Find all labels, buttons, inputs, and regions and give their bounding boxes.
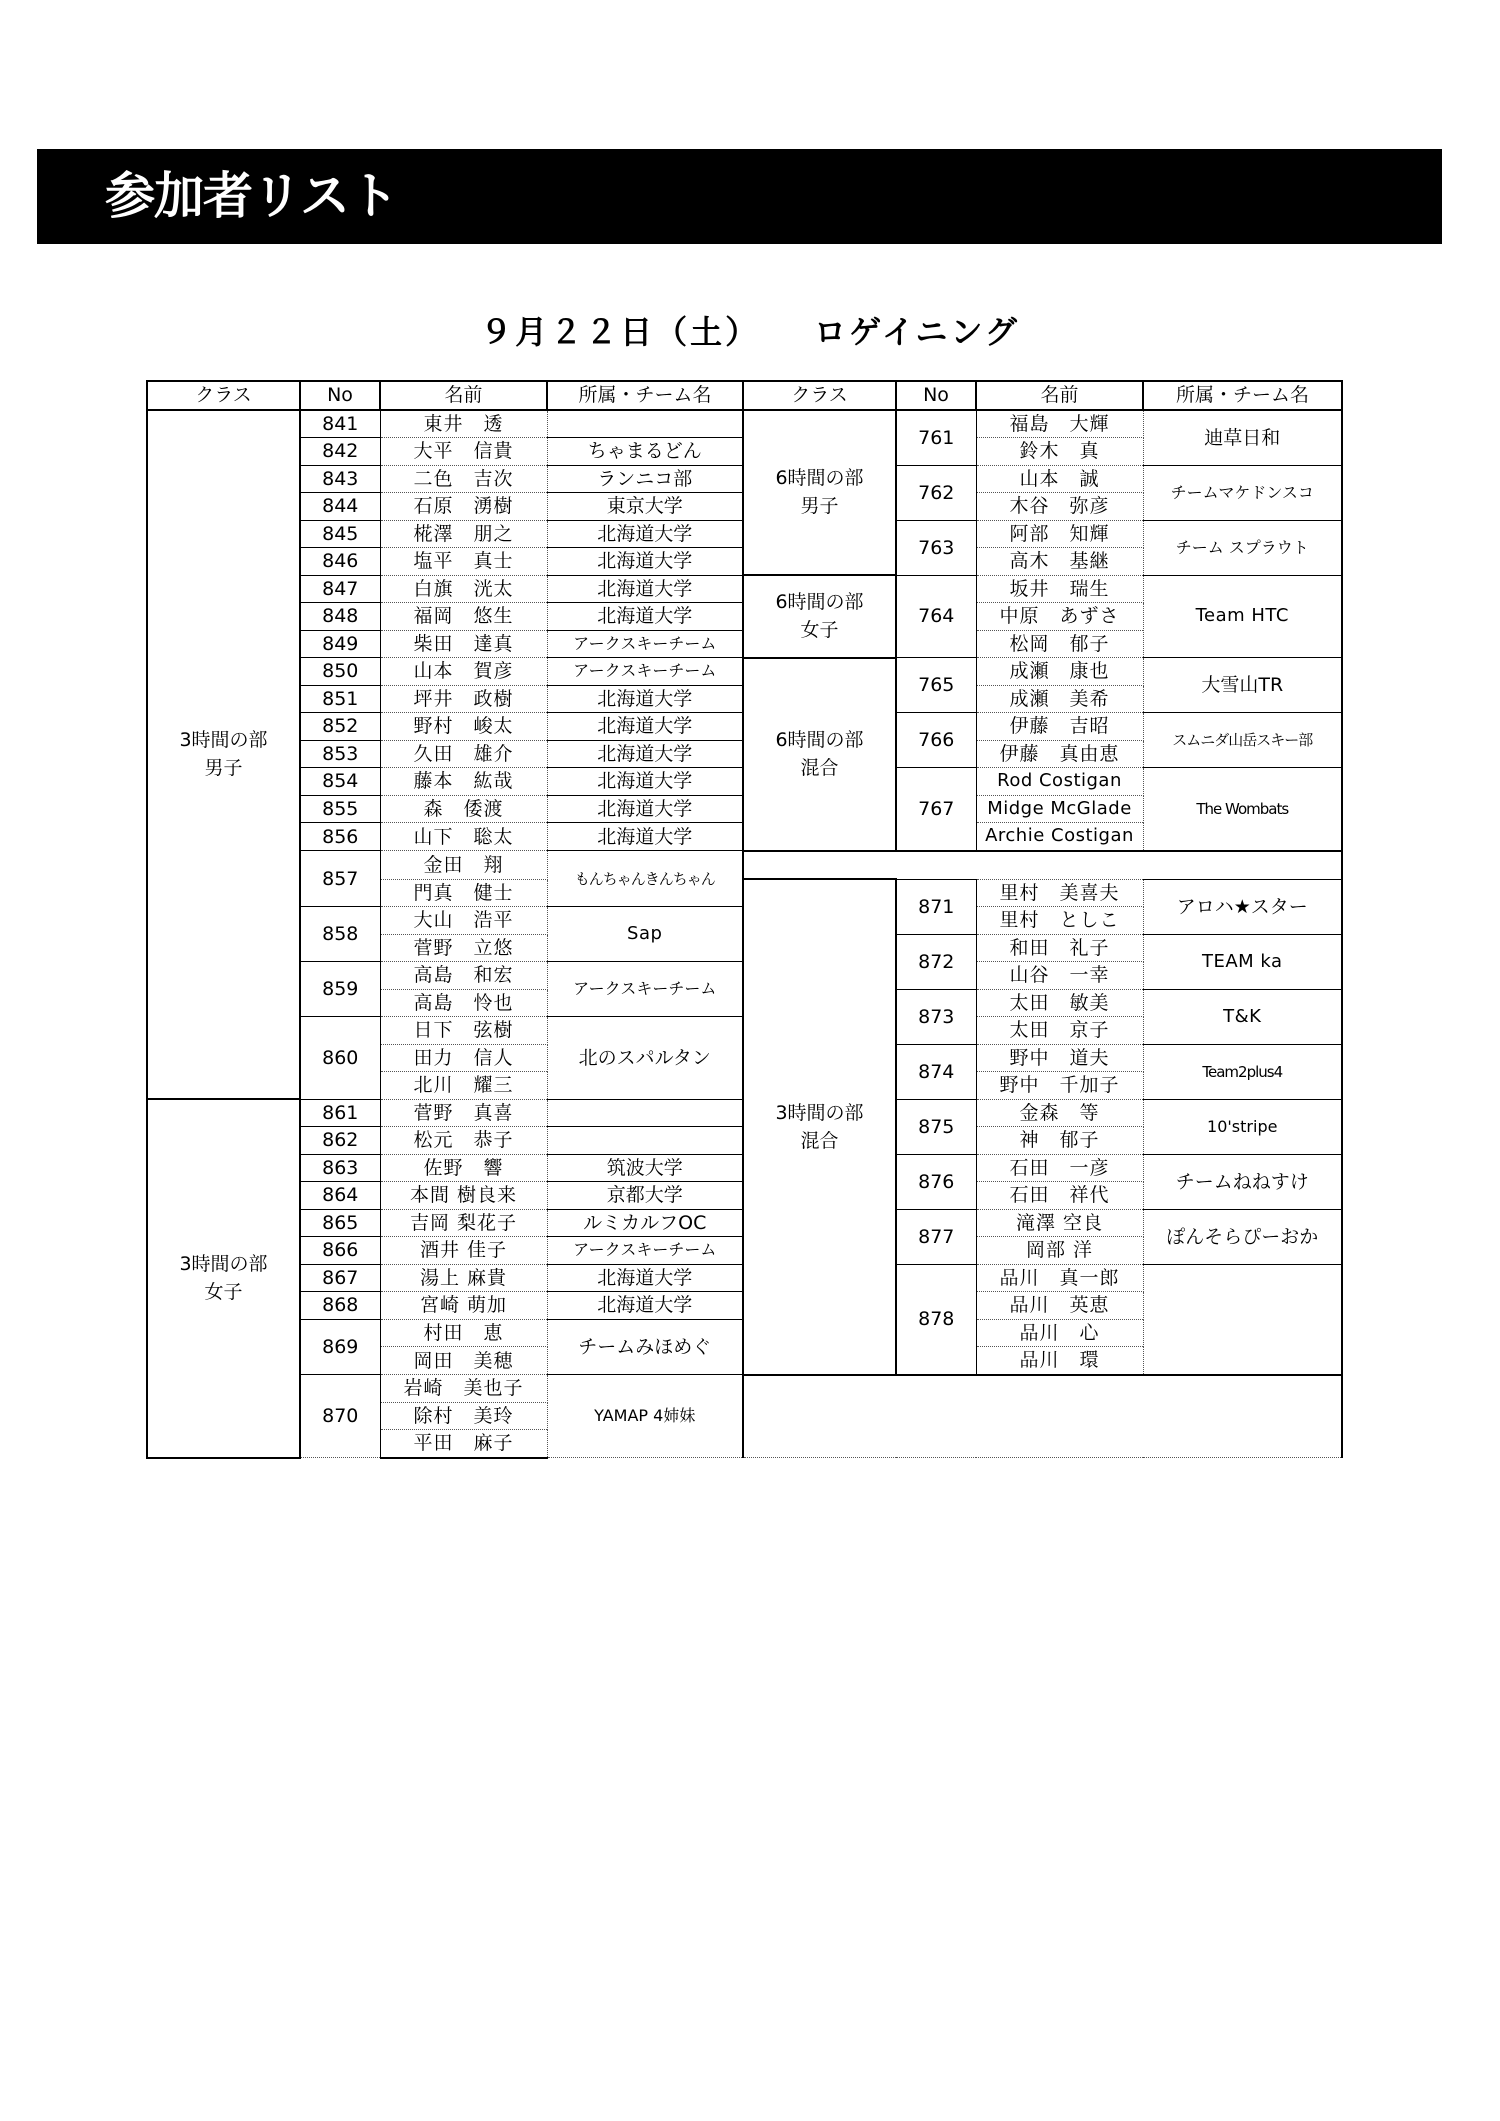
left-entry-number: 847 bbox=[300, 575, 380, 603]
class-label-6h-men: 6時間の部 男子 bbox=[743, 410, 896, 576]
left-entry-number: 845 bbox=[300, 520, 380, 548]
right-participant-name: 伊藤 真由恵 bbox=[976, 740, 1143, 768]
right-team-name: TEAM ka bbox=[1143, 934, 1342, 989]
right-entry-number: 762 bbox=[896, 465, 976, 520]
left-entry-number: 858 bbox=[300, 907, 380, 962]
left-participant-name: 大平 信貴 bbox=[380, 438, 547, 466]
right-participant-name: 品川 心 bbox=[976, 1319, 1143, 1347]
right-participant-name: 松岡 郁子 bbox=[976, 630, 1143, 658]
left-participant-name: 坪井 政樹 bbox=[380, 685, 547, 713]
left-participant-name: 村田 恵 bbox=[380, 1319, 547, 1347]
participant-table-wrap bbox=[146, 380, 1341, 1455]
table-row bbox=[147, 410, 1342, 438]
left-participant-name: 除村 美玲 bbox=[380, 1402, 547, 1430]
right-entry-number: 874 bbox=[896, 1044, 976, 1099]
right-team-name: 10'stripe bbox=[1143, 1099, 1342, 1154]
right-participant-name: 野中 道夫 bbox=[976, 1044, 1143, 1072]
right-participant-name: 福島 大輝 bbox=[976, 410, 1143, 438]
left-entry-number: 865 bbox=[300, 1209, 380, 1237]
left-participant-name: 本間 樹良来 bbox=[380, 1182, 547, 1210]
right-participant-name: 木谷 弥彦 bbox=[976, 493, 1143, 521]
left-participant-name: 岡田 美穂 bbox=[380, 1347, 547, 1375]
right-participant-name: Midge McGlade bbox=[976, 795, 1143, 823]
right-participant-name: 坂井 瑞生 bbox=[976, 575, 1143, 603]
right-participant-name: 野中 千加子 bbox=[976, 1072, 1143, 1100]
class-label-3h-men: 3時間の部 男子 bbox=[147, 410, 300, 1100]
col-header-no: No bbox=[300, 381, 380, 410]
left-team-name: 東京大学 bbox=[547, 493, 743, 521]
right-participant-name: 伊藤 吉昭 bbox=[976, 713, 1143, 741]
left-team-name bbox=[547, 1127, 743, 1155]
right-participant-name: 山谷 一幸 bbox=[976, 962, 1143, 990]
right-team-name: T&K bbox=[1143, 989, 1342, 1044]
right-participant-name: 岡部 洋 bbox=[976, 1237, 1143, 1265]
table-header-row bbox=[147, 381, 1342, 410]
left-team-name: アークスキーチーム bbox=[547, 630, 743, 658]
left-team-name: 北海道大学 bbox=[547, 685, 743, 713]
left-entry-number: 863 bbox=[300, 1154, 380, 1182]
left-participant-name: 柴田 達真 bbox=[380, 630, 547, 658]
right-entry-number: 873 bbox=[896, 989, 976, 1044]
left-team-name: 北海道大学 bbox=[547, 740, 743, 768]
left-team-name bbox=[547, 410, 743, 438]
left-entry-number: 856 bbox=[300, 823, 380, 851]
left-entry-number: 846 bbox=[300, 548, 380, 576]
left-entry-number: 868 bbox=[300, 1292, 380, 1320]
left-participant-name: 日下 弦樹 bbox=[380, 1017, 547, 1045]
left-participant-name: 野村 峻太 bbox=[380, 713, 547, 741]
left-participant-name: 菅野 立悠 bbox=[380, 934, 547, 962]
right-participant-name: 滝澤 空良 bbox=[976, 1209, 1143, 1237]
left-participant-name: 東井 透 bbox=[380, 410, 547, 438]
col-header-class: クラス bbox=[147, 381, 300, 410]
left-entry-number: 857 bbox=[300, 851, 380, 907]
right-participant-name: 金森 等 bbox=[976, 1099, 1143, 1127]
right-team-name: 大雪山TR bbox=[1143, 658, 1342, 713]
right-team-name: The Wombats bbox=[1143, 768, 1342, 851]
left-entry-number: 853 bbox=[300, 740, 380, 768]
right-team-name: チームねねすけ bbox=[1143, 1154, 1342, 1209]
left-participant-name: 大山 浩平 bbox=[380, 907, 547, 935]
table-row bbox=[147, 851, 1342, 880]
left-entry-number: 859 bbox=[300, 962, 380, 1017]
left-participant-name: 森 倭渡 bbox=[380, 795, 547, 823]
participant-table bbox=[146, 380, 1343, 1459]
left-team-name: アークスキーチーム bbox=[547, 658, 743, 686]
class-label-3h-mixed: 3時間の部 混合 bbox=[743, 879, 896, 1375]
class-label-6h-women: 6時間の部 女子 bbox=[743, 575, 896, 658]
left-entry-number: 864 bbox=[300, 1182, 380, 1210]
left-entry-number: 870 bbox=[300, 1375, 380, 1458]
left-participant-name: 塩平 真士 bbox=[380, 548, 547, 576]
left-participant-name: 白旗 洸太 bbox=[380, 575, 547, 603]
left-entry-number: 867 bbox=[300, 1264, 380, 1292]
left-participant-name: 石原 湧樹 bbox=[380, 493, 547, 521]
left-team-name: 北海道大学 bbox=[547, 603, 743, 631]
left-team-name: 北海道大学 bbox=[547, 1264, 743, 1292]
right-participant-name: 品川 環 bbox=[976, 1347, 1143, 1375]
right-participant-name: 品川 英恵 bbox=[976, 1292, 1143, 1320]
left-team-name: 北海道大学 bbox=[547, 823, 743, 851]
right-entry-number: 764 bbox=[896, 575, 976, 658]
right-participant-name: 鈴木 真 bbox=[976, 438, 1143, 466]
left-team-name: Sap bbox=[547, 907, 743, 962]
left-entry-number: 866 bbox=[300, 1237, 380, 1265]
right-team-name: 迪草日和 bbox=[1143, 410, 1342, 466]
right-participant-name: 太田 敏美 bbox=[976, 989, 1143, 1017]
left-entry-number: 850 bbox=[300, 658, 380, 686]
right-participant-name: 成瀬 美希 bbox=[976, 685, 1143, 713]
left-participant-name: 北川 耀三 bbox=[380, 1072, 547, 1100]
left-team-name: ルミカルフOC bbox=[547, 1209, 743, 1237]
left-team-name: 北海道大学 bbox=[547, 520, 743, 548]
left-team-name bbox=[547, 1099, 743, 1127]
left-team-name: チームみほめぐ bbox=[547, 1319, 743, 1375]
right-participant-name: 和田 礼子 bbox=[976, 934, 1143, 962]
right-participant-name: 石田 祥代 bbox=[976, 1182, 1143, 1210]
right-entry-number: 765 bbox=[896, 658, 976, 713]
left-team-name: 北海道大学 bbox=[547, 1292, 743, 1320]
right-participant-name: Rod Costigan bbox=[976, 768, 1143, 796]
left-team-name: 北海道大学 bbox=[547, 768, 743, 796]
left-participant-name: 金田 翔 bbox=[380, 851, 547, 880]
left-team-name: YAMAP 4姉妹 bbox=[547, 1375, 743, 1458]
right-participant-name: 神 郁子 bbox=[976, 1127, 1143, 1155]
left-team-name: ランニコ部 bbox=[547, 465, 743, 493]
col-header-class: クラス bbox=[743, 381, 896, 410]
col-header-name: 名前 bbox=[976, 381, 1143, 410]
left-participant-name: 椛澤 朋之 bbox=[380, 520, 547, 548]
left-participant-name: 松元 恭子 bbox=[380, 1127, 547, 1155]
right-entry-number: 878 bbox=[896, 1264, 976, 1375]
left-participant-name: 山下 聡太 bbox=[380, 823, 547, 851]
left-entry-number: 861 bbox=[300, 1099, 380, 1127]
col-header-name: 名前 bbox=[380, 381, 547, 410]
right-participant-name: 里村 としこ bbox=[976, 907, 1143, 935]
right-participant-name: 太田 京子 bbox=[976, 1017, 1143, 1045]
right-participant-name: 石田 一彦 bbox=[976, 1154, 1143, 1182]
left-entry-number: 852 bbox=[300, 713, 380, 741]
left-team-name: アークスキーチーム bbox=[547, 1237, 743, 1265]
blank-spacer-row bbox=[743, 851, 1342, 880]
left-participant-name: 高島 和宏 bbox=[380, 962, 547, 990]
col-header-no: No bbox=[896, 381, 976, 410]
right-entry-number: 871 bbox=[896, 879, 976, 934]
left-participant-name: 福岡 悠生 bbox=[380, 603, 547, 631]
right-participant-name: 山本 誠 bbox=[976, 465, 1143, 493]
right-team-name: Team2plus4 bbox=[1143, 1044, 1342, 1099]
left-team-name: 北海道大学 bbox=[547, 795, 743, 823]
right-entry-number: 872 bbox=[896, 934, 976, 989]
left-entry-number: 848 bbox=[300, 603, 380, 631]
left-team-name: もんちゃんきんちゃん bbox=[547, 851, 743, 907]
table-row bbox=[147, 1375, 1342, 1403]
left-team-name: ちゃまるどん bbox=[547, 438, 743, 466]
right-participant-name: 中原 あずさ bbox=[976, 603, 1143, 631]
left-team-name: 北海道大学 bbox=[547, 713, 743, 741]
left-participant-name: 吉岡 梨花子 bbox=[380, 1209, 547, 1237]
title-banner bbox=[37, 149, 1442, 244]
event-subtitle: ９月２２日（土） ロゲイニング bbox=[480, 313, 1020, 351]
left-entry-number: 841 bbox=[300, 410, 380, 438]
right-entry-number: 763 bbox=[896, 520, 976, 575]
right-team-name: ぽんそらぴーおか bbox=[1143, 1209, 1342, 1264]
left-team-name: アークスキーチーム bbox=[547, 962, 743, 1017]
class-label-6h-mixed: 6時間の部 混合 bbox=[743, 658, 896, 851]
right-team-name: アロハ★スター bbox=[1143, 879, 1342, 934]
left-entry-number: 844 bbox=[300, 493, 380, 521]
right-participant-name: 成瀬 康也 bbox=[976, 658, 1143, 686]
right-participant-name: 品川 真一郎 bbox=[976, 1264, 1143, 1292]
left-entry-number: 842 bbox=[300, 438, 380, 466]
left-participant-name: 高島 怜也 bbox=[380, 989, 547, 1017]
left-participant-name: 酒井 佳子 bbox=[380, 1237, 547, 1265]
left-entry-number: 851 bbox=[300, 685, 380, 713]
left-team-name: 北のスパルタン bbox=[547, 1017, 743, 1100]
left-entry-number: 849 bbox=[300, 630, 380, 658]
left-entry-number: 869 bbox=[300, 1319, 380, 1375]
left-team-name: 北海道大学 bbox=[547, 548, 743, 576]
class-label-3h-women: 3時間の部 女子 bbox=[147, 1099, 300, 1458]
table-row bbox=[147, 575, 1342, 603]
left-entry-number: 860 bbox=[300, 1017, 380, 1100]
right-team-name: チーム スプラウト bbox=[1143, 520, 1342, 575]
left-participant-name: 田力 信人 bbox=[380, 1044, 547, 1072]
left-participant-name: 岩崎 美也子 bbox=[380, 1375, 547, 1403]
right-participant-name: 高木 基継 bbox=[976, 548, 1143, 576]
left-participant-name: 平田 麻子 bbox=[380, 1430, 547, 1458]
page-title: 参加者リスト bbox=[105, 167, 398, 225]
right-entry-number: 766 bbox=[896, 713, 976, 768]
right-team-name: Team HTC bbox=[1143, 575, 1342, 658]
right-team-name bbox=[1143, 1264, 1342, 1375]
left-participant-name: 門真 健士 bbox=[380, 879, 547, 907]
right-entry-number: 877 bbox=[896, 1209, 976, 1264]
left-entry-number: 843 bbox=[300, 465, 380, 493]
left-participant-name: 湯上 麻貴 bbox=[380, 1264, 547, 1292]
left-entry-number: 854 bbox=[300, 768, 380, 796]
table-row bbox=[147, 658, 1342, 686]
left-entry-number: 855 bbox=[300, 795, 380, 823]
right-team-name: チームマケドンスコ bbox=[1143, 465, 1342, 520]
left-entry-number: 862 bbox=[300, 1127, 380, 1155]
left-participant-name: 藤本 紘哉 bbox=[380, 768, 547, 796]
left-participant-name: 二色 吉次 bbox=[380, 465, 547, 493]
right-participant-name: 阿部 知輝 bbox=[976, 520, 1143, 548]
right-entry-number: 767 bbox=[896, 768, 976, 851]
left-participant-name: 菅野 真喜 bbox=[380, 1099, 547, 1127]
left-participant-name: 佐野 響 bbox=[380, 1154, 547, 1182]
blank-area bbox=[743, 1375, 1342, 1458]
left-participant-name: 宮崎 萌加 bbox=[380, 1292, 547, 1320]
col-header-team: 所属・チーム名 bbox=[547, 381, 743, 410]
col-header-team: 所属・チーム名 bbox=[1143, 381, 1342, 410]
left-participant-name: 久田 雄介 bbox=[380, 740, 547, 768]
right-participant-name: Archie Costigan bbox=[976, 823, 1143, 851]
left-team-name: 北海道大学 bbox=[547, 575, 743, 603]
left-team-name: 京都大学 bbox=[547, 1182, 743, 1210]
left-team-name: 筑波大学 bbox=[547, 1154, 743, 1182]
right-entry-number: 876 bbox=[896, 1154, 976, 1209]
right-entry-number: 761 bbox=[896, 410, 976, 466]
right-entry-number: 875 bbox=[896, 1099, 976, 1154]
right-participant-name: 里村 美喜夫 bbox=[976, 879, 1143, 907]
left-participant-name: 山本 賀彦 bbox=[380, 658, 547, 686]
right-team-name: スムニダ山岳スキー部 bbox=[1143, 713, 1342, 768]
